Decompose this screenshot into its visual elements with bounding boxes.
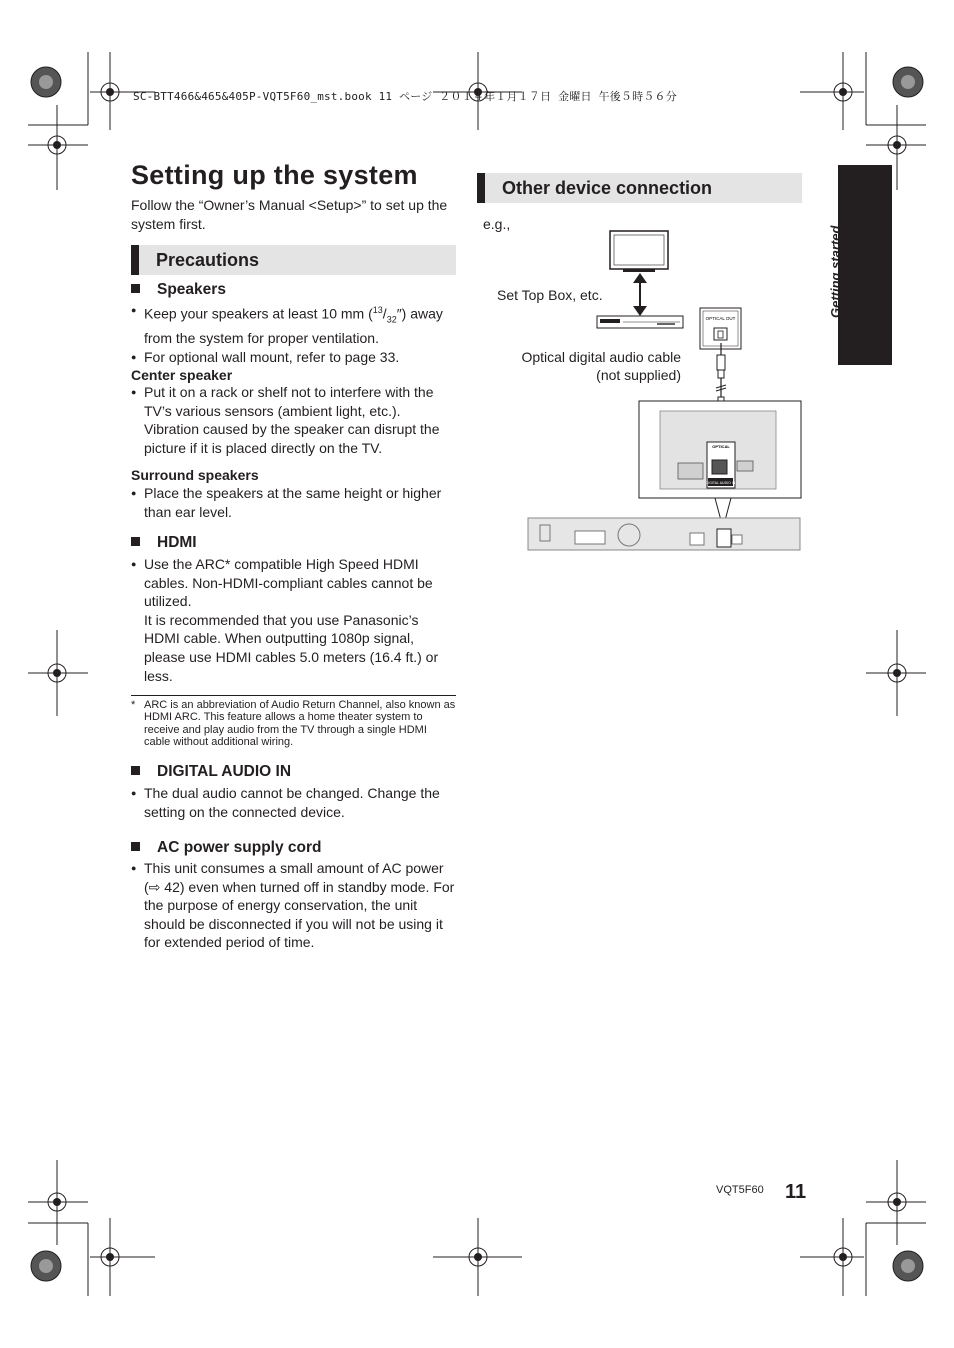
subheading-hdmi — [131, 534, 197, 552]
home-theater-rear-panel-icon — [528, 518, 800, 550]
footnote-marker: * — [131, 699, 136, 711]
surround-speakers-list — [131, 484, 456, 521]
text-span: This unit consumes a small amount of AC power ( — [144, 860, 444, 895]
document-code: VQT5F60 — [716, 1184, 764, 1196]
tv-icon — [610, 231, 668, 272]
subheading-label: AC power supply cord — [157, 839, 322, 856]
optical-label: OPTICAL — [712, 444, 730, 449]
list-item: ● The dual audio cannot be changed. Change the setting on the connected device. — [131, 784, 456, 821]
list-item — [131, 859, 456, 952]
list-item: ● Put it on a rack or shelf not to interfere with the TV’s various sensors (ambient light, etc.). Vibration caused by the speaker can disrupt the picture if it is placed directly on the TV. — [131, 383, 456, 457]
page-title: Setting up the system — [131, 160, 418, 190]
arrow-icon: ⇨ — [148, 878, 161, 895]
square-bullet-icon — [131, 766, 140, 775]
subheading-label: HDMI — [157, 534, 197, 551]
square-bullet-icon — [131, 284, 140, 293]
footnote — [131, 699, 456, 748]
square-bullet-icon — [131, 537, 140, 546]
footnote-rule — [131, 695, 456, 696]
list-item: ● Use the ARC* compatible High Speed HDMI cables. Non-HDMI-compliant cables cannot be utilized. — [131, 555, 456, 611]
side-tab-label — [828, 208, 842, 328]
section-heading-precautions: Precautions — [131, 245, 456, 275]
intro-text: Follow the “Owner’s Manual <Setup>” to set up the system first. — [131, 197, 448, 232]
digital-audio-list — [131, 784, 456, 821]
list-item: ● For optional wall mount, refer to page 33. — [131, 348, 456, 367]
side-tab-text: Getting started — [828, 225, 843, 318]
double-arrow-icon — [633, 273, 647, 316]
page-number: 11 — [785, 1181, 807, 1203]
subheading-label: Speakers — [157, 281, 226, 298]
subheading-speakers — [131, 281, 226, 299]
fraction-slash: / — [382, 305, 387, 322]
surround-speakers-heading: Surround speakers — [131, 467, 259, 483]
set-top-box-icon — [597, 316, 683, 328]
text-span: ″) away from the system for proper ventilation. — [144, 305, 443, 347]
eg-label: e.g., — [483, 216, 511, 232]
list-item — [131, 301, 456, 348]
fraction-denominator: 32 — [386, 314, 397, 325]
side-tab — [838, 165, 892, 365]
list-item: ● Place the speakers at the same height or higher than ear level. — [131, 484, 456, 521]
subheading-digital-audio-in — [131, 763, 291, 781]
fraction-numerator: 13 — [372, 305, 383, 315]
text-span: Keep your speakers at least 10 mm ( — [144, 305, 373, 322]
connection-diagram — [525, 225, 855, 555]
subheading-ac-power — [131, 839, 322, 857]
list-item-continuation: It is recommended that you use Panasonic’s HDMI cable. When outputting 1080p signal, please use HDMI cables 5.0 meters (16.4 ft.) or less. — [144, 611, 439, 684]
square-bullet-icon — [131, 842, 140, 851]
subheading-label: DIGITAL AUDIO IN — [157, 763, 292, 780]
center-speaker-heading: Center speaker — [131, 367, 233, 383]
set-top-box-label: Set Top Box, etc. — [497, 287, 603, 303]
print-header: SC-BTT466&465&405P-VQT5F60_mst.book 11 ページ ２０１４年１月１７日 金曜日 午後５時５６分 — [133, 90, 677, 103]
section-heading-other-device: Other device connection — [477, 173, 802, 203]
hdmi-list — [131, 555, 456, 685]
optical-out-port-icon — [700, 308, 741, 349]
ac-power-list — [131, 859, 456, 952]
optical-out-label: OPTICAL OUT — [705, 316, 736, 321]
footnote-text: ARC is an abbreviation of Audio Return Channel, also known as HDMI ARC. This feature allows a home theater system to receive and play audio from the TV through a single HDMI cable without additional wiring. — [144, 699, 456, 748]
text-span: 42) even when turned off in standby mode. For the purpose of energy conservation, the unit should be disconnected if you will not be using it for extended period of time. — [144, 878, 455, 951]
speakers-list — [131, 301, 456, 366]
digital-audio-in-label: DIGITAL AUDIO IN — [705, 481, 736, 485]
cable-label-line: (not supplied) — [596, 367, 681, 383]
cable-label-line: Optical digital audio cable — [521, 349, 681, 365]
center-speaker-list — [131, 383, 456, 457]
